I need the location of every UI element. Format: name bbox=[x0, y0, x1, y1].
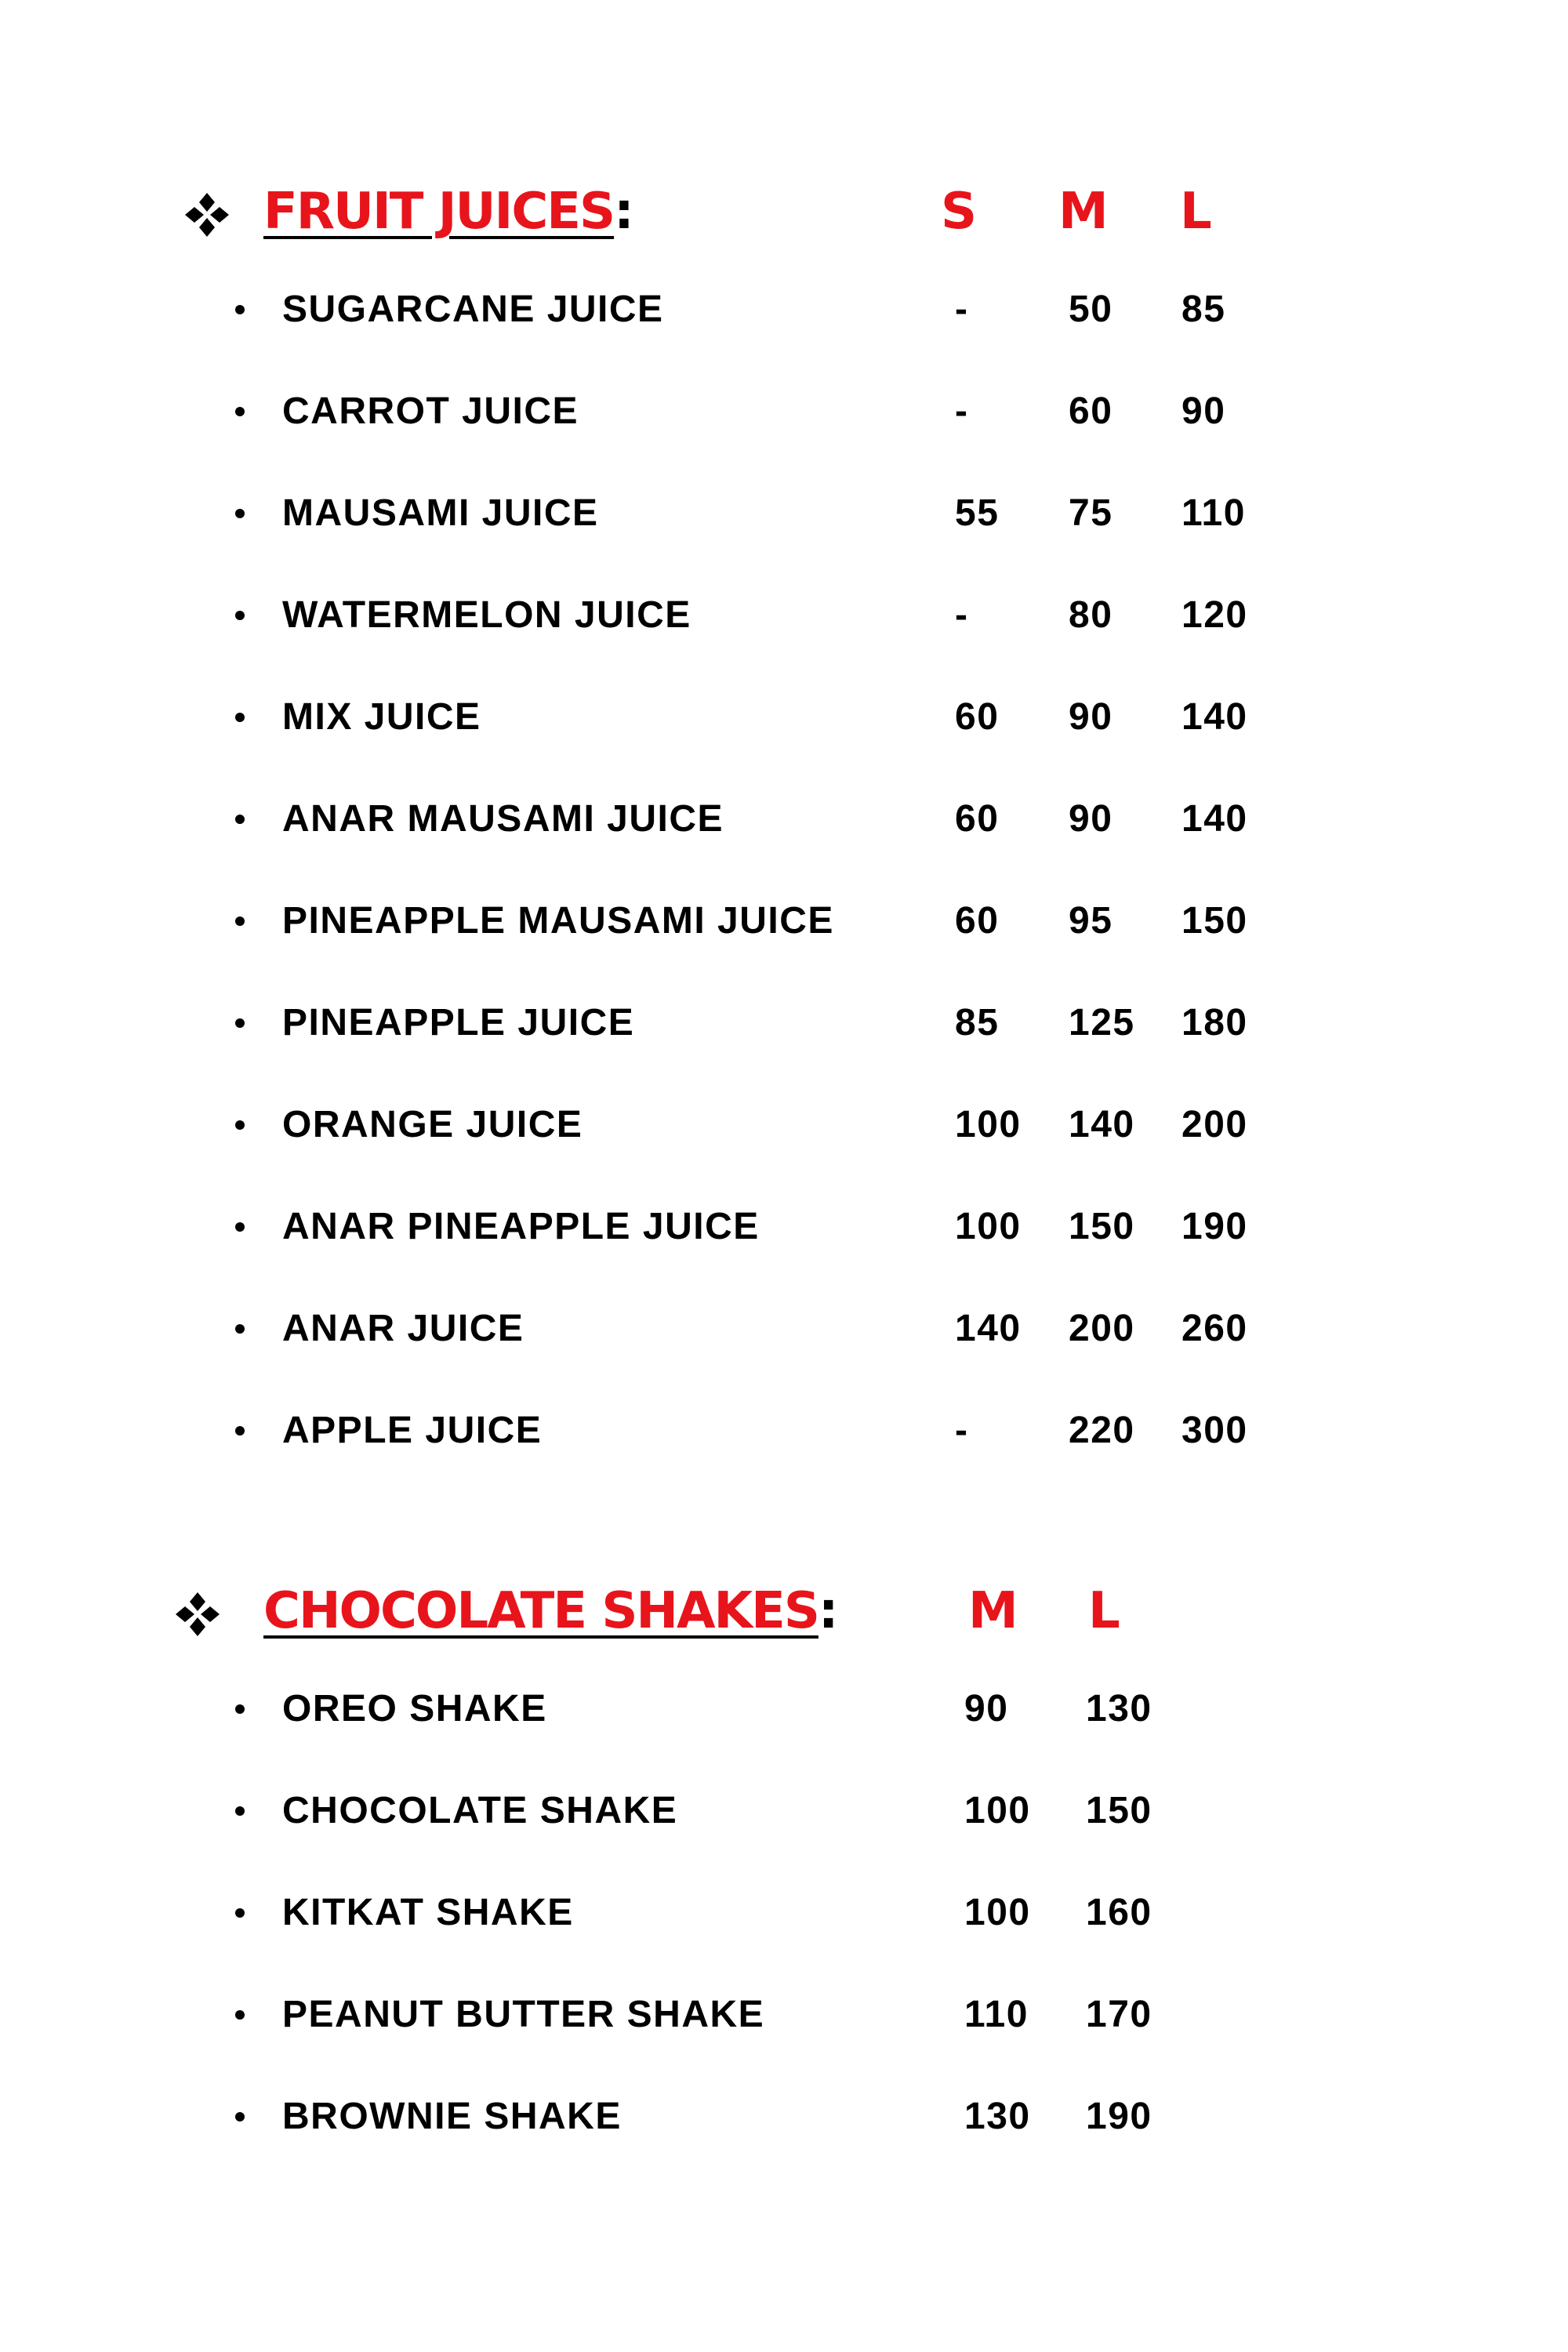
price-medium: 75 bbox=[1069, 492, 1113, 534]
price-small: - bbox=[955, 390, 969, 432]
item-name: APPLE JUICE bbox=[282, 1410, 543, 1451]
price-medium: 90 bbox=[1069, 696, 1113, 738]
price-small: - bbox=[955, 594, 969, 636]
section-title bbox=[263, 1572, 837, 1650]
price-medium: 125 bbox=[1069, 1002, 1135, 1044]
menu-item bbox=[0, 890, 1568, 953]
menu-item bbox=[0, 2085, 1568, 2148]
size-label-large: L bbox=[1088, 1582, 1120, 1640]
size-label-large: L bbox=[1180, 183, 1212, 241]
price-medium: 100 bbox=[964, 1892, 1031, 1933]
bullet-dot-icon bbox=[235, 1222, 245, 1232]
section-title-text: CHOCOLATE SHAKES bbox=[263, 1582, 818, 1640]
price-large: 160 bbox=[1086, 1892, 1152, 1933]
bullet-dot-icon bbox=[235, 713, 245, 722]
section-title bbox=[263, 172, 633, 251]
price-medium: 220 bbox=[1069, 1410, 1135, 1451]
item-name: ANAR PINEAPPLE JUICE bbox=[282, 1206, 760, 1247]
price-large: 150 bbox=[1086, 1790, 1152, 1831]
price-large: 190 bbox=[1086, 2096, 1152, 2137]
price-small: 55 bbox=[955, 492, 1000, 534]
price-large: 85 bbox=[1181, 289, 1226, 330]
item-name: CHOCOLATE SHAKE bbox=[282, 1790, 678, 1831]
section-title-text: FRUIT JUICES bbox=[263, 183, 615, 241]
price-medium: 130 bbox=[964, 2096, 1031, 2137]
price-large: 180 bbox=[1181, 1002, 1248, 1044]
size-label-medium: M bbox=[968, 1582, 1018, 1640]
price-small: - bbox=[955, 1410, 969, 1451]
bullet-dot-icon bbox=[235, 611, 245, 620]
bullet-dot-icon bbox=[235, 1018, 245, 1028]
price-medium: 60 bbox=[1069, 390, 1113, 432]
section-title-colon: : bbox=[818, 1582, 837, 1640]
price-small: - bbox=[955, 289, 969, 330]
price-medium: 90 bbox=[1069, 798, 1113, 840]
four-diamond-bullet-icon bbox=[182, 190, 232, 240]
item-name: MIX JUICE bbox=[282, 696, 481, 738]
menu-item bbox=[0, 1298, 1568, 1360]
price-medium: 200 bbox=[1069, 1308, 1135, 1349]
item-name: KITKAT SHAKE bbox=[282, 1892, 574, 1933]
price-large: 300 bbox=[1181, 1410, 1248, 1451]
bullet-dot-icon bbox=[235, 2010, 245, 2020]
size-label-small: S bbox=[941, 183, 978, 241]
chocolate-shakes-heading bbox=[0, 1572, 1568, 1666]
price-large: 130 bbox=[1086, 1688, 1152, 1730]
price-small: 140 bbox=[955, 1308, 1022, 1349]
bullet-dot-icon bbox=[235, 1806, 245, 1816]
menu-item bbox=[0, 992, 1568, 1054]
price-large: 140 bbox=[1181, 798, 1248, 840]
menu-item bbox=[0, 788, 1568, 851]
bullet-dot-icon bbox=[235, 407, 245, 416]
fruit-juices-heading bbox=[0, 172, 1568, 267]
price-small: 85 bbox=[955, 1002, 1000, 1044]
menu-item bbox=[0, 1984, 1568, 2046]
menu-item bbox=[0, 686, 1568, 749]
price-large: 90 bbox=[1181, 390, 1226, 432]
section-title-colon: : bbox=[614, 183, 633, 241]
price-medium: 110 bbox=[964, 1994, 1029, 2035]
price-large: 150 bbox=[1181, 900, 1248, 942]
bullet-dot-icon bbox=[235, 1426, 245, 1436]
bullet-dot-icon bbox=[235, 916, 245, 926]
bullet-dot-icon bbox=[235, 305, 245, 314]
price-small: 60 bbox=[955, 696, 1000, 738]
menu-item bbox=[0, 1882, 1568, 1944]
item-name: PINEAPPLE JUICE bbox=[282, 1002, 635, 1044]
menu-item bbox=[0, 278, 1568, 341]
bullet-dot-icon bbox=[235, 1324, 245, 1334]
menu-item bbox=[0, 482, 1568, 545]
menu-item bbox=[0, 1399, 1568, 1462]
bullet-dot-icon bbox=[235, 1704, 245, 1714]
price-medium: 150 bbox=[1069, 1206, 1135, 1247]
menu-item bbox=[0, 1780, 1568, 1842]
menu-item bbox=[0, 380, 1568, 443]
menu-item bbox=[0, 584, 1568, 647]
bullet-dot-icon bbox=[235, 815, 245, 824]
price-medium: 80 bbox=[1069, 594, 1113, 636]
item-name: ORANGE JUICE bbox=[282, 1104, 583, 1145]
price-medium: 90 bbox=[964, 1688, 1009, 1730]
price-small: 60 bbox=[955, 798, 1000, 840]
price-large: 260 bbox=[1181, 1308, 1248, 1349]
price-medium: 50 bbox=[1069, 289, 1113, 330]
item-name: WATERMELON JUICE bbox=[282, 594, 691, 636]
item-name: ANAR MAUSAMI JUICE bbox=[282, 798, 724, 840]
item-name: PINEAPPLE MAUSAMI JUICE bbox=[282, 900, 834, 942]
menu-item bbox=[0, 1678, 1568, 1740]
price-medium: 95 bbox=[1069, 900, 1113, 942]
item-name: PEANUT BUTTER SHAKE bbox=[282, 1994, 765, 2035]
price-large: 120 bbox=[1181, 594, 1248, 636]
price-small: 60 bbox=[955, 900, 1000, 942]
price-small: 100 bbox=[955, 1104, 1022, 1145]
item-name: MAUSAMI JUICE bbox=[282, 492, 599, 534]
item-name: SUGARCANE JUICE bbox=[282, 289, 664, 330]
menu-item bbox=[0, 1094, 1568, 1156]
price-large: 200 bbox=[1181, 1104, 1248, 1145]
price-large: 170 bbox=[1086, 1994, 1152, 2035]
menu-item bbox=[0, 1196, 1568, 1258]
size-label-medium: M bbox=[1058, 183, 1109, 241]
price-large: 110 bbox=[1181, 492, 1246, 534]
price-large: 140 bbox=[1181, 696, 1248, 738]
item-name: ANAR JUICE bbox=[282, 1308, 524, 1349]
four-diamond-bullet-icon bbox=[172, 1589, 223, 1639]
item-name: OREO SHAKE bbox=[282, 1688, 547, 1730]
bullet-dot-icon bbox=[235, 509, 245, 518]
bullet-dot-icon bbox=[235, 2112, 245, 2122]
price-medium: 100 bbox=[964, 1790, 1031, 1831]
price-large: 190 bbox=[1181, 1206, 1248, 1247]
item-name: CARROT JUICE bbox=[282, 390, 579, 432]
price-medium: 140 bbox=[1069, 1104, 1135, 1145]
bullet-dot-icon bbox=[235, 1908, 245, 1918]
item-name: BROWNIE SHAKE bbox=[282, 2096, 622, 2137]
price-small: 100 bbox=[955, 1206, 1022, 1247]
bullet-dot-icon bbox=[235, 1120, 245, 1130]
